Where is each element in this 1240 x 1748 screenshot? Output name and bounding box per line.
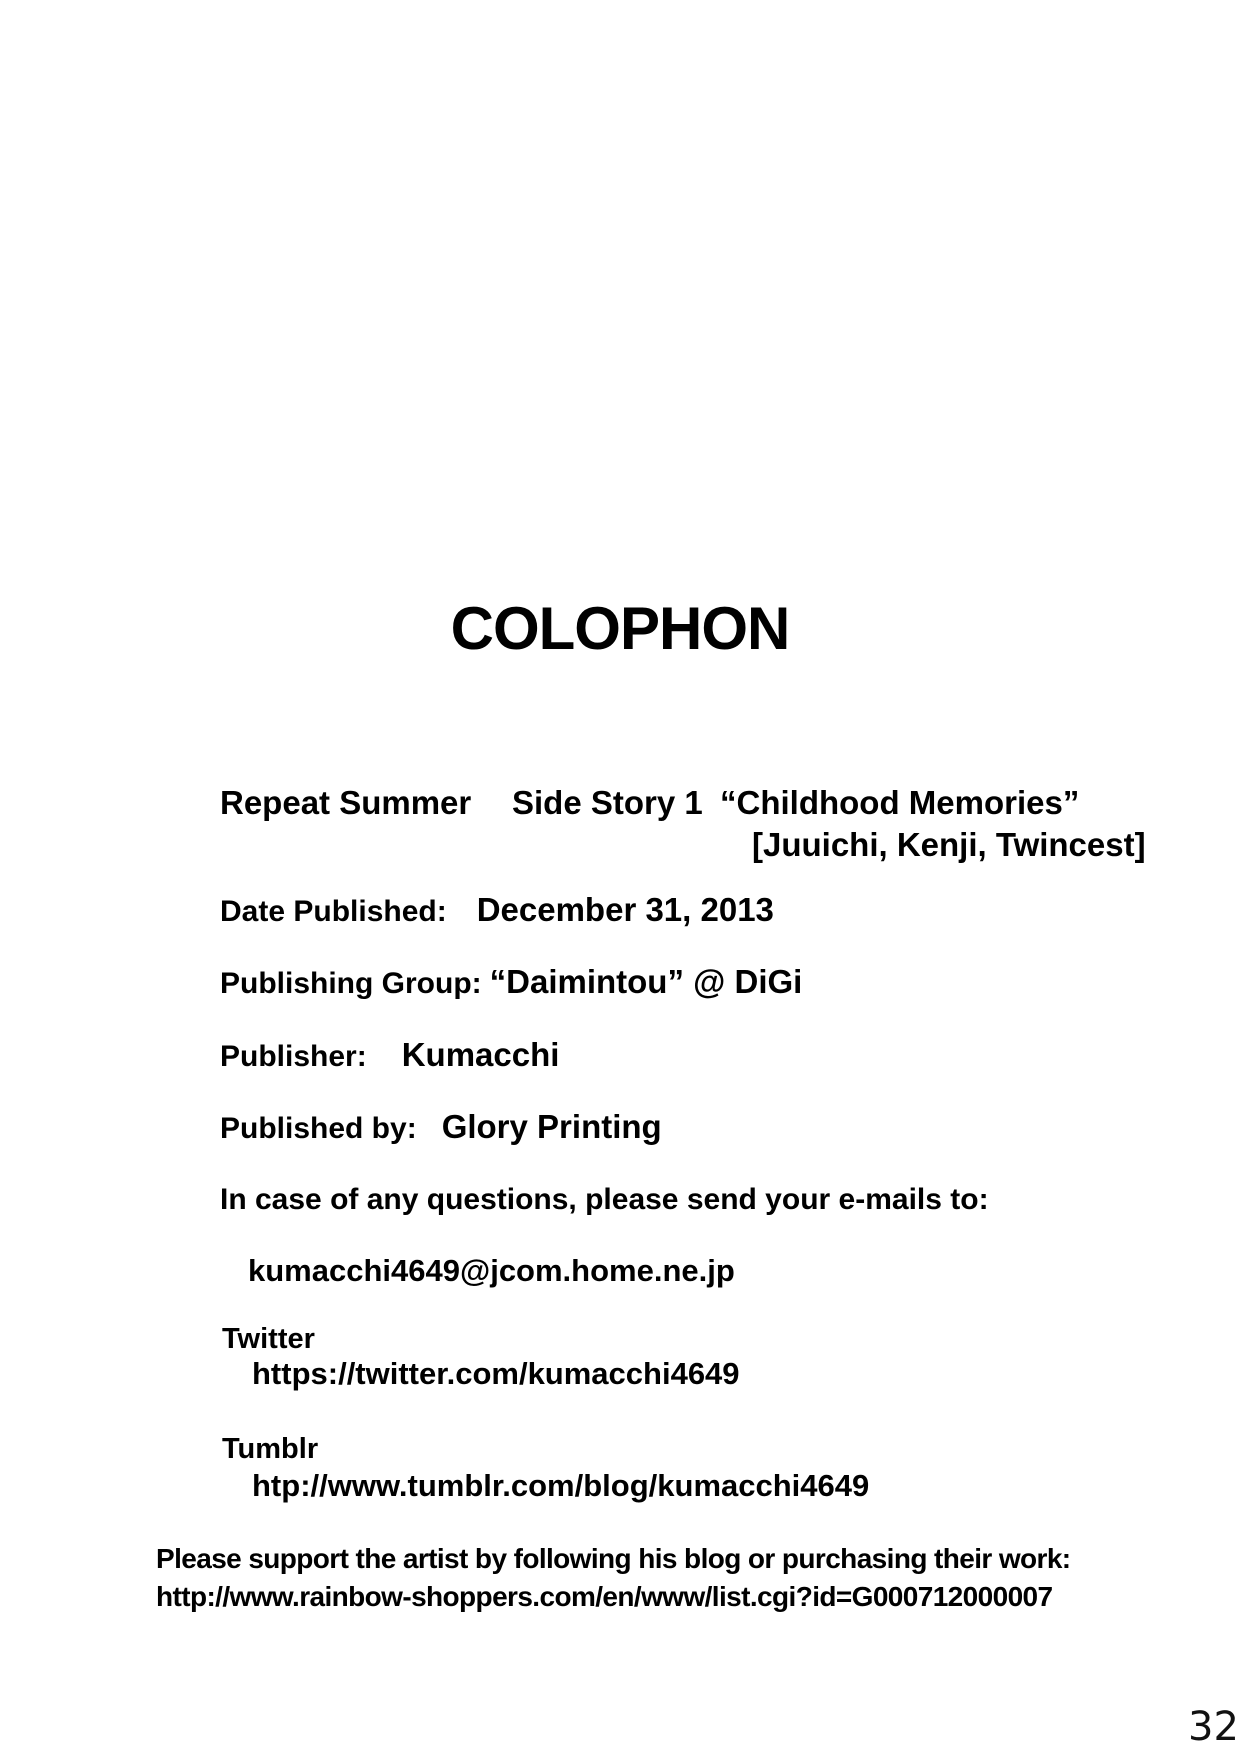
publisher-value: Kumacchi bbox=[401, 1036, 560, 1073]
series-name: Repeat Summer bbox=[220, 784, 472, 821]
field-publisher bbox=[220, 1036, 559, 1074]
chapter-title: “Childhood Memories” bbox=[720, 784, 1080, 821]
contact-email: kumacchi4649@jcom.home.ne.jp bbox=[248, 1253, 735, 1288]
twitter-label: Twitter bbox=[222, 1323, 315, 1355]
date-published-value: December 31, 2013 bbox=[476, 891, 774, 928]
field-publishing-group bbox=[220, 963, 802, 1001]
publisher-label: Publisher: bbox=[220, 1040, 367, 1073]
field-date-published bbox=[220, 891, 774, 929]
publishing-group-label: Publishing Group: bbox=[220, 967, 482, 1000]
page-number: 32 bbox=[1188, 1704, 1239, 1748]
tumblr-label: Tumblr bbox=[222, 1433, 319, 1465]
twitter-url: https://twitter.com/kumacchi4649 bbox=[252, 1356, 740, 1391]
support-message: Please support the artist by following his blog or purchasing their work: bbox=[156, 1543, 1071, 1574]
character-tags: [Juuichi, Kenji, Twincest] bbox=[752, 826, 1146, 863]
publishing-group-value: “Daimintou” @ DiGi bbox=[489, 963, 803, 1000]
date-published-label: Date Published: bbox=[220, 895, 447, 928]
tumblr-url: htp://www.tumblr.com/blog/kumacchi4649 bbox=[252, 1468, 870, 1503]
page-title: COLOPHON bbox=[450, 595, 790, 662]
published-by-value: Glory Printing bbox=[441, 1108, 662, 1145]
published-by-label: Published by: bbox=[220, 1112, 417, 1145]
contact-intro-text: In case of any questions, please send your e-mails to: bbox=[220, 1183, 989, 1216]
field-published-by bbox=[220, 1108, 662, 1146]
side-story-label: Side Story 1 bbox=[512, 784, 703, 821]
support-shop-url: http://www.rainbow-shoppers.com/en/www/list.cgi?id=G000712000007 bbox=[156, 1581, 1053, 1612]
